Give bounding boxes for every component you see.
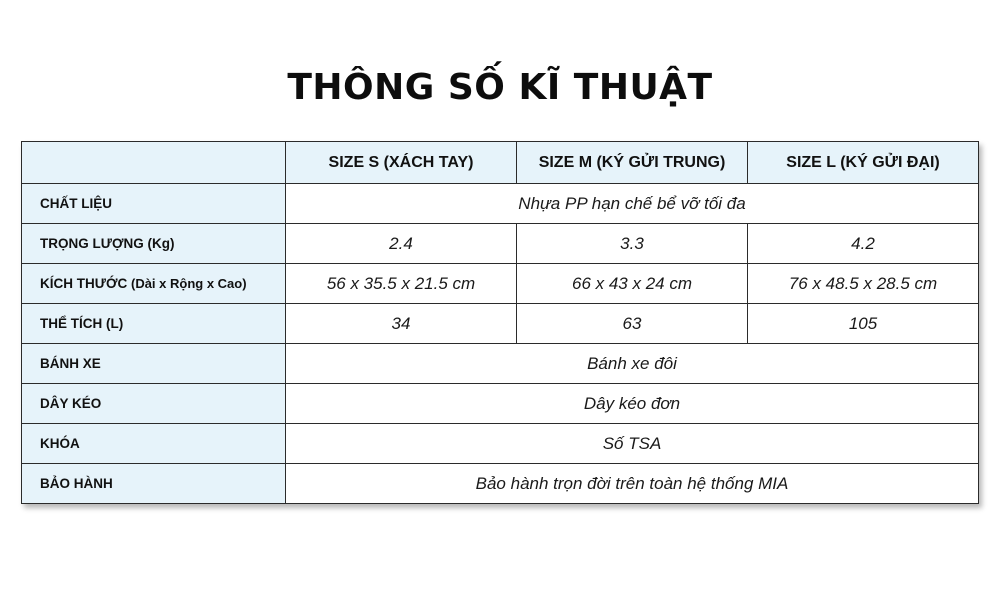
table-row bbox=[22, 344, 979, 384]
row-label-weight: TRỌNG LƯỢNG (Kg) bbox=[22, 224, 286, 264]
cell-volume-s: 34 bbox=[286, 304, 517, 344]
row-label-size bbox=[22, 264, 286, 304]
table-row bbox=[22, 424, 979, 464]
cell-handle: Dây kéo đơn bbox=[286, 384, 979, 424]
header-size-l: SIZE L (KÝ GỬI ĐẠI) bbox=[748, 142, 979, 184]
table-row bbox=[22, 304, 979, 344]
cell-material: Nhựa PP hạn chế bể vỡ tối đa bbox=[286, 184, 979, 224]
cell-volume-m: 63 bbox=[517, 304, 748, 344]
cell-size-s: 56 x 35.5 x 21.5 cm bbox=[286, 264, 517, 304]
cell-volume-l: 105 bbox=[748, 304, 979, 344]
row-label-size-main: KÍCH THƯỚC bbox=[40, 276, 128, 291]
table-row bbox=[22, 264, 979, 304]
header-corner-cell bbox=[22, 142, 286, 184]
cell-weight-l: 4.2 bbox=[748, 224, 979, 264]
header-size-s: SIZE S (XÁCH TAY) bbox=[286, 142, 517, 184]
row-label-volume: THỂ TÍCH (L) bbox=[22, 304, 286, 344]
cell-size-l: 76 x 48.5 x 28.5 cm bbox=[748, 264, 979, 304]
row-label-handle: DÂY KÉO bbox=[22, 384, 286, 424]
table-row bbox=[22, 464, 979, 504]
row-label-size-sub: (Dài x Rộng x Cao) bbox=[130, 276, 247, 291]
row-label-warranty: BẢO HÀNH bbox=[22, 464, 286, 504]
header-size-m: SIZE M (KÝ GỬI TRUNG) bbox=[517, 142, 748, 184]
page-title: THÔNG SỐ KĨ THUẬT bbox=[287, 67, 713, 108]
row-label-lock: KHÓA bbox=[22, 424, 286, 464]
cell-warranty: Bảo hành trọn đời trên toàn hệ thống MIA bbox=[286, 464, 979, 504]
cell-lock: Số TSA bbox=[286, 424, 979, 464]
cell-weight-s: 2.4 bbox=[286, 224, 517, 264]
cell-size-m: 66 x 43 x 24 cm bbox=[517, 264, 748, 304]
cell-weight-m: 3.3 bbox=[517, 224, 748, 264]
table-header-row bbox=[22, 142, 979, 184]
table-row bbox=[22, 384, 979, 424]
table-row bbox=[22, 224, 979, 264]
cell-wheels: Bánh xe đôi bbox=[286, 344, 979, 384]
row-label-wheels: BÁNH XE bbox=[22, 344, 286, 384]
table-row bbox=[22, 184, 979, 224]
spec-table bbox=[21, 141, 979, 504]
row-label-material: CHẤT LIỆU bbox=[22, 184, 286, 224]
